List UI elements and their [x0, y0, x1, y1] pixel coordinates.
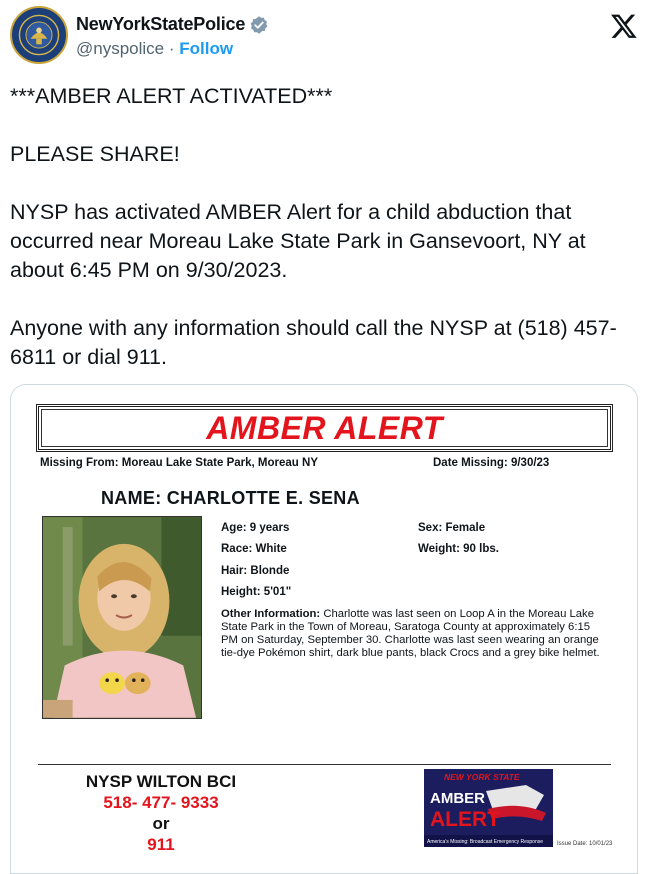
contact-911: 911: [147, 835, 175, 854]
amber-alert-logo-icon: [424, 769, 553, 847]
handle[interactable]: @nyspolice: [76, 39, 165, 58]
other-info-label: Other Information:: [221, 608, 321, 620]
race: Race: White: [221, 543, 287, 555]
display-name[interactable]: NewYorkStatePolice: [76, 14, 246, 34]
child-photo-image: [43, 517, 201, 718]
separator: ·: [168, 39, 175, 58]
height: Height: 5'01": [221, 586, 292, 598]
tweet-line-share: PLEASE SHARE!: [10, 142, 180, 166]
tweet-header: [10, 6, 638, 66]
other-info-text: Charlotte was last seen on Loop A in the Moreau Lake State Park in the Town of Moreau, Saratoga County at approximately 6:15 PM on Saturday, September 30. Charlotte was last seen wearing an orange tie-dye Pokémon shirt, dark blue pants, black Crocs and a grey bike helmet.: [221, 608, 600, 659]
name-row: [76, 14, 269, 35]
logo-state-text: NEW YORK STATE: [444, 772, 520, 782]
verified-badge-icon: [249, 15, 269, 35]
tweet-text: [10, 82, 640, 372]
avatar[interactable]: [10, 6, 68, 64]
sex: Sex: Female: [418, 522, 486, 534]
amber-alert-title: AMBER ALERT: [206, 409, 443, 446]
contact-block: [51, 771, 271, 855]
contact-or: or: [152, 814, 170, 833]
hair: Hair: Blonde: [221, 565, 290, 577]
tweet-line-contact: Anyone with any information should call the NYSP at (518) 457-6811 or dial 911.: [10, 316, 617, 369]
date-missing: Date Missing: 9/30/23: [433, 457, 550, 469]
poster-divider: [38, 764, 611, 765]
child-photo: [42, 516, 202, 719]
nys-amber-alert-logo: [424, 769, 553, 847]
child-name: NAME: CHARLOTTE E. SENA: [101, 488, 360, 508]
media-card[interactable]: [10, 384, 638, 874]
amber-alert-poster: [11, 385, 637, 873]
amber-alert-banner: [36, 404, 613, 452]
logo-tagline-text: America's Missing: Broadcast Emergency Response: [427, 839, 544, 845]
issue-date: Issue Date: 10/01/23: [557, 841, 613, 847]
other-information: [221, 608, 606, 660]
logo-alert-text: ALERT: [430, 808, 500, 831]
logo-amber-text: AMBER: [430, 790, 485, 807]
tweet-line-details: NYSP has activated AMBER Alert for a child abduction that occurred near Moreau Lake State Park in Gansevoort, NY at about 6:45 PM on 9/30/2023.: [10, 200, 586, 282]
weight: Weight: 90 lbs.: [418, 543, 499, 555]
tweet-line-alert: ***AMBER ALERT ACTIVATED***: [10, 84, 333, 108]
contact-phone: 518- 477- 9333: [103, 793, 219, 812]
x-logo-icon[interactable]: [610, 12, 638, 40]
contact-title: NYSP WILTON BCI: [85, 772, 237, 791]
nysp-seal-icon: [12, 8, 66, 62]
age: Age: 9 years: [221, 522, 290, 534]
handle-row: [76, 39, 233, 59]
missing-from: Missing From: Moreau Lake State Park, Moreau NY: [40, 457, 318, 469]
follow-button[interactable]: Follow: [179, 39, 234, 58]
